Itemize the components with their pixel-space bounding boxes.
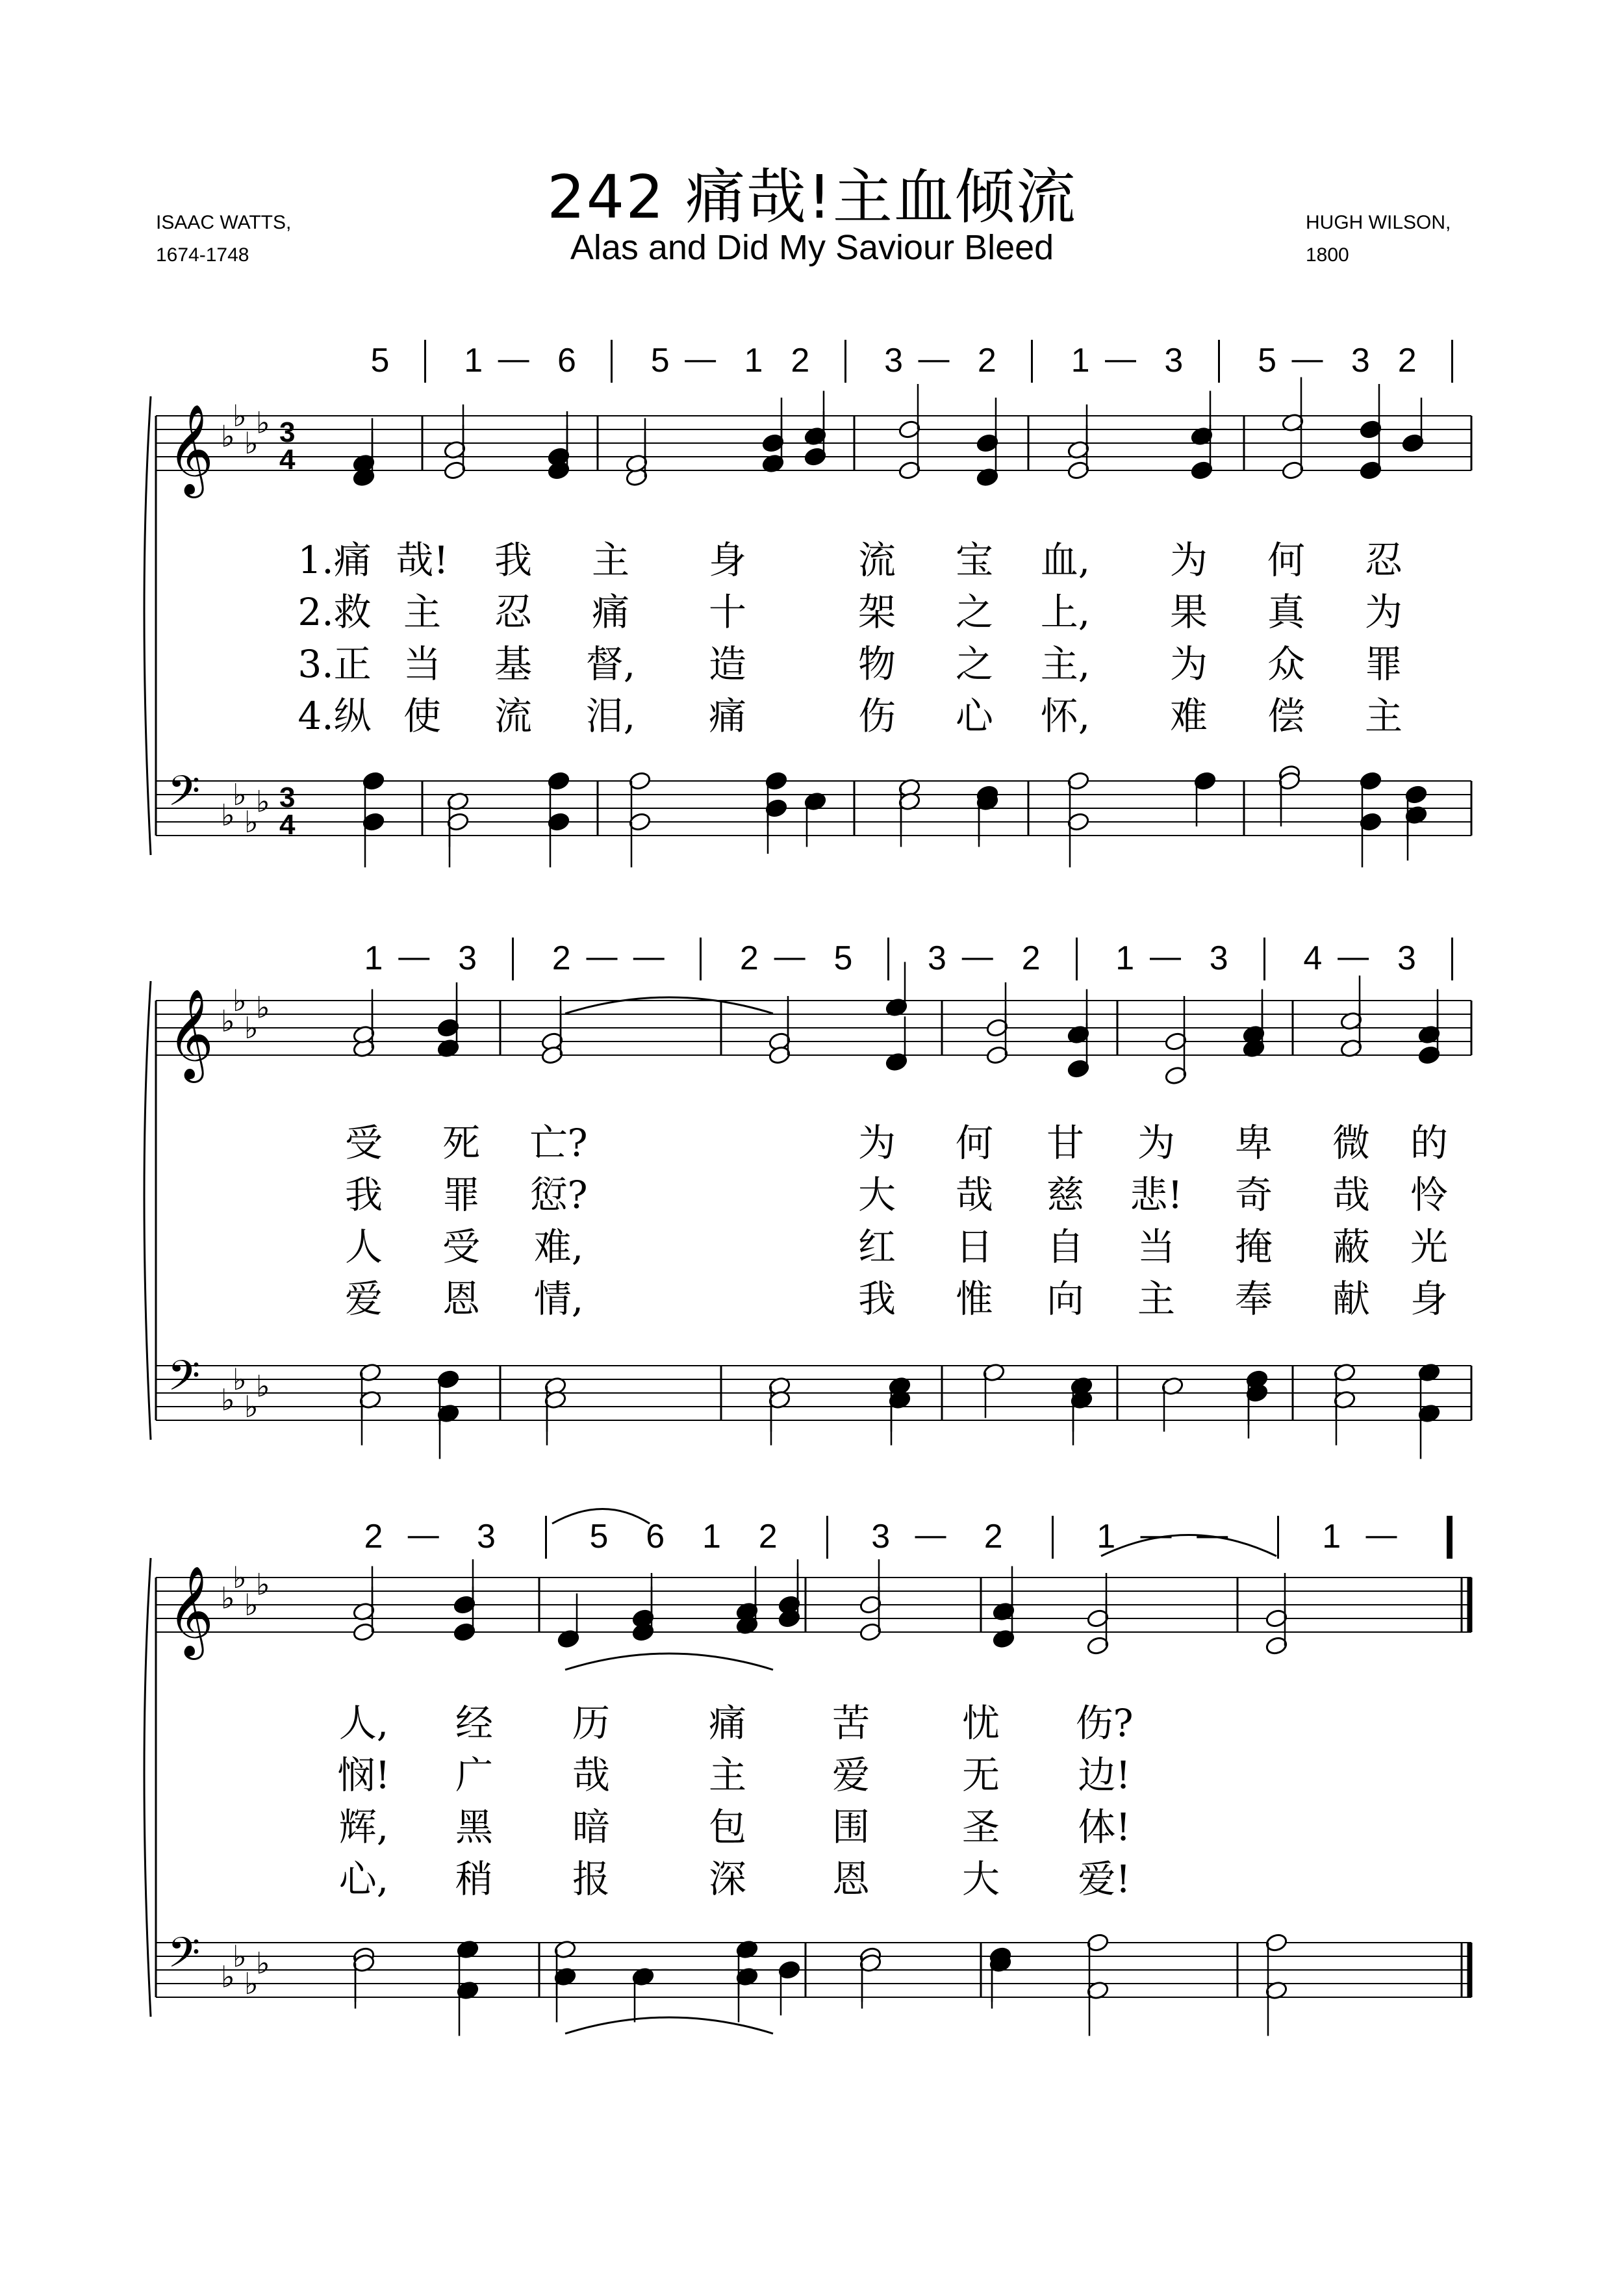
flat-sign: ♭	[256, 1945, 270, 1981]
lyric-syllable: 2.救	[298, 590, 372, 634]
lyric-syllable: 何	[1267, 538, 1305, 582]
jianpu-dash: —	[774, 939, 806, 974]
lyric-syllable: 圣	[961, 1805, 1000, 1849]
jianpu-note: 3	[871, 1518, 891, 1555]
lyric-syllable: 流	[494, 694, 532, 738]
lyric-syllable: 主	[1364, 694, 1402, 738]
lyric-syllable: 包	[708, 1805, 746, 1849]
lyric-syllable: 我	[494, 538, 532, 582]
jianpu-barline	[1447, 1516, 1453, 1559]
jianpu-note: 3	[928, 939, 946, 977]
lyric-syllable: 主,	[1040, 642, 1091, 686]
lyric-syllable: 为	[857, 1121, 896, 1165]
lyric-syllable: 主	[1137, 1277, 1175, 1321]
composer-name: HUGH WILSON,	[1306, 212, 1451, 233]
jianpu-barline	[1277, 1516, 1279, 1559]
system-bracket	[144, 1558, 151, 2017]
lyric-syllable: 奉	[1234, 1277, 1273, 1321]
lyric-syllable: 情,	[533, 1277, 584, 1321]
flat-sign: ♭	[244, 804, 259, 839]
lyric-syllable: 哉	[572, 1753, 610, 1797]
jianpu-barline	[611, 340, 613, 383]
lyric-syllable: 人,	[338, 1701, 389, 1745]
flat-sign: ♭	[233, 1362, 247, 1397]
lyric-syllable: 难	[1169, 694, 1208, 738]
flat-sign: ♭	[221, 1003, 235, 1039]
lyric-syllable: 忧	[961, 1701, 1000, 1745]
lyric-syllable: 伤?	[1075, 1701, 1134, 1745]
jianpu-dash: —	[498, 342, 529, 376]
lyric-syllable: 怀,	[1040, 694, 1091, 738]
jianpu-note: 3	[1209, 939, 1228, 977]
flat-sign: ♭	[233, 1560, 247, 1595]
lyric-syllable: 红	[857, 1225, 896, 1269]
jianpu-dash: —	[685, 342, 717, 376]
lyric-syllable: 经	[455, 1701, 493, 1745]
lyric-syllable: 报	[572, 1857, 610, 1901]
bass-clef-icon: 𝄢	[168, 1929, 201, 1987]
lyric-syllable: 哉	[955, 1173, 993, 1217]
lyric-syllable: 当	[403, 642, 441, 686]
hymn-title: 242 痛哉!主血倾流	[547, 162, 1077, 232]
lyric-syllable: 历	[572, 1701, 610, 1745]
jianpu-note: 1	[1071, 342, 1090, 379]
jianpu-note: 2	[1397, 342, 1417, 379]
jianpu-dash: —	[407, 1518, 439, 1552]
lyric-syllable: 愆?	[529, 1173, 588, 1217]
lyric-syllable: 心,	[338, 1857, 389, 1901]
lyric-syllable: 流	[857, 538, 896, 582]
time-signature-top: 3	[279, 416, 296, 448]
lyric-syllable: 微	[1332, 1121, 1370, 1165]
lyric-syllable: 哉	[1332, 1173, 1370, 1217]
time-signature-bottom: 4	[279, 444, 296, 476]
lyric-syllable: 果	[1169, 590, 1208, 634]
jianpu-barline	[545, 1516, 547, 1559]
flat-sign: ♭	[221, 418, 235, 454]
jianpu-dash: —	[1105, 342, 1136, 376]
lyric-syllable: 泪,	[585, 694, 636, 738]
lyric-syllable: 主	[403, 590, 441, 634]
jianpu-dash: —	[1291, 342, 1323, 376]
lyric-syllable: 3.正	[298, 642, 372, 686]
jianpu-note: 5	[370, 342, 390, 379]
lyric-syllable: 惟	[955, 1277, 993, 1321]
lyric-syllable: 之	[955, 590, 993, 634]
lyric-syllable: 主	[591, 538, 629, 582]
composer-dates: 1800	[1306, 244, 1349, 266]
lyric-syllable: 黑	[455, 1805, 493, 1849]
lyric-syllable: 的	[1410, 1121, 1448, 1165]
lyric-syllable: 爱!	[1078, 1857, 1131, 1901]
jianpu-note: 1	[1115, 939, 1135, 977]
flat-sign: ♭	[256, 405, 270, 441]
jianpu-note: 2	[983, 1518, 1003, 1555]
time-signature-top: 3	[279, 782, 296, 813]
lyric-syllable: 我	[344, 1173, 383, 1217]
jianpu-dash: —	[1338, 939, 1369, 974]
jianpu-barline	[887, 938, 889, 980]
jianpu-note: 3	[1351, 342, 1370, 379]
lyric-syllable: 痛	[708, 1701, 746, 1745]
lyric-syllable: 痛	[591, 590, 629, 634]
jianpu-barline	[1451, 938, 1453, 980]
flat-sign: ♭	[221, 797, 235, 833]
flat-sign: ♭	[244, 1389, 259, 1424]
lyric-syllable: 围	[831, 1805, 870, 1849]
jianpu-barline	[1076, 938, 1078, 980]
lyric-syllable: 十	[708, 590, 746, 634]
lyric-syllable: 偿	[1267, 694, 1305, 738]
jianpu-note: 2	[1021, 939, 1041, 977]
lyric-syllable: 身	[1410, 1277, 1448, 1321]
lyric-syllable: 奇	[1234, 1173, 1273, 1217]
lyric-syllable: 哉!	[396, 538, 449, 582]
jianpu-note: 2	[791, 342, 810, 379]
flat-sign: ♭	[221, 1382, 235, 1418]
flat-sign: ♭	[221, 1959, 235, 1995]
flat-sign: ♭	[244, 1966, 259, 2001]
jianpu-note: 1	[1097, 1518, 1116, 1555]
lyric-syllable: 稍	[455, 1857, 493, 1901]
lyric-syllable: 宝	[955, 538, 993, 582]
lyric-syllable: 受	[344, 1121, 383, 1165]
lyric-syllable: 大	[961, 1857, 1000, 1901]
jianpu-barline	[1451, 340, 1453, 383]
lyric-syllable: 心	[955, 694, 993, 738]
bass-clef-icon: 𝄢	[168, 1352, 201, 1411]
lyric-syllable: 恩	[442, 1277, 480, 1321]
jianpu-dash: —	[633, 939, 665, 974]
lyric-syllable: 我	[857, 1277, 896, 1321]
lyric-syllable: 造	[708, 642, 746, 686]
lyric-syllable: 死	[442, 1121, 480, 1165]
lyric-syllable: 物	[857, 642, 896, 686]
jianpu-dash: —	[1365, 1518, 1397, 1552]
lyric-syllable: 悯!	[337, 1753, 390, 1797]
flat-sign: ♭	[244, 1010, 259, 1045]
jianpu-barline	[1218, 340, 1220, 383]
lyric-syllable: 大	[857, 1173, 896, 1217]
lyric-syllable: 苦	[831, 1701, 870, 1745]
jianpu-note: 5	[650, 342, 670, 379]
jianpu-note: 3	[884, 342, 904, 379]
lyric-syllable: 伤	[857, 694, 896, 738]
treble-clef-icon: 𝄞	[168, 989, 214, 1079]
jianpu-note: 2	[977, 342, 996, 379]
jianpu-barline	[512, 938, 514, 980]
jianpu-dash: —	[1197, 1518, 1228, 1552]
lyric-syllable: 为	[1169, 538, 1208, 582]
lyric-syllable: 广	[455, 1753, 493, 1797]
jianpu-barline	[424, 340, 426, 383]
jianpu-dash: —	[1140, 1518, 1172, 1552]
flat-sign: ♭	[244, 426, 259, 461]
lyric-syllable: 主	[708, 1753, 746, 1797]
jianpu-note: 1	[744, 342, 763, 379]
lyric-syllable: 上,	[1040, 590, 1091, 634]
tie	[565, 997, 773, 1014]
lyricist-dates: 1674-1748	[156, 244, 249, 266]
lyric-syllable: 暗	[572, 1805, 610, 1849]
lyric-syllable: 爱	[344, 1277, 383, 1321]
lyric-syllable: 向	[1046, 1277, 1084, 1321]
lyric-syllable: 为	[1169, 642, 1208, 686]
bass-clef-icon: 𝄢	[168, 767, 201, 826]
lyric-syllable: 为	[1364, 590, 1402, 634]
flat-sign: ♭	[233, 777, 247, 812]
flat-sign: ♭	[233, 983, 247, 1018]
jianpu-note: 6	[557, 342, 576, 379]
jianpu-dash: —	[398, 939, 430, 974]
jianpu-note: 3	[477, 1518, 496, 1555]
flat-sign: ♭	[233, 398, 247, 433]
lyric-syllable: 甘	[1046, 1121, 1084, 1165]
lyric-syllable: 忍	[494, 590, 532, 634]
lyric-syllable: 献	[1332, 1277, 1370, 1321]
flat-sign: ♭	[256, 990, 270, 1025]
lyric-syllable: 罪	[442, 1173, 480, 1217]
lyric-syllable: 难,	[533, 1225, 584, 1269]
jianpu-barline	[826, 1516, 828, 1559]
jianpu-dash: —	[586, 939, 618, 974]
lyric-syllable: 血,	[1040, 538, 1091, 582]
lyric-syllable: 辉,	[338, 1805, 389, 1849]
jianpu-note: 1	[702, 1518, 721, 1555]
flat-sign: ♭	[244, 1587, 259, 1622]
lyric-syllable: 罪	[1364, 642, 1402, 686]
lyric-syllable: 督,	[585, 642, 636, 686]
lyric-syllable: 体!	[1078, 1805, 1131, 1849]
jianpu-barline	[700, 938, 702, 980]
tie	[565, 2017, 773, 2034]
lyric-syllable: 蔽	[1332, 1225, 1370, 1269]
jianpu-note: 2	[364, 1518, 383, 1555]
lyric-syllable: 无	[961, 1753, 1000, 1797]
lyric-syllable: 卑	[1234, 1121, 1273, 1165]
lyricist-name: ISAAC WATTS,	[156, 212, 292, 233]
system-bracket	[144, 396, 151, 855]
lyric-syllable: 人	[344, 1225, 383, 1269]
jianpu-barline	[1031, 340, 1033, 383]
lyric-syllable: 深	[708, 1857, 746, 1901]
jianpu-note: 6	[646, 1518, 665, 1555]
lyric-syllable: 基	[494, 642, 532, 686]
treble-clef-icon: 𝄞	[168, 1566, 214, 1656]
jianpu-note: 1	[1322, 1518, 1341, 1555]
lyric-syllable: 悲!	[1130, 1173, 1183, 1217]
lyric-syllable: 怜	[1410, 1173, 1448, 1217]
lyric-syllable: 为	[1137, 1121, 1175, 1165]
jianpu-note: 2	[552, 939, 571, 977]
lyric-syllable: 自	[1046, 1225, 1084, 1269]
jianpu-barline	[1052, 1516, 1054, 1559]
jianpu-barline	[1263, 938, 1265, 980]
flat-sign: ♭	[256, 1368, 270, 1404]
jianpu-note: 1	[364, 939, 383, 977]
lyric-syllable: 架	[857, 590, 896, 634]
jianpu-note: 4	[1303, 939, 1323, 977]
lyric-syllable: 爱	[831, 1753, 870, 1797]
jianpu-note: 2	[739, 939, 759, 977]
jianpu-dash: —	[961, 939, 993, 974]
lyric-syllable: 痛	[708, 694, 746, 738]
jianpu-note: 3	[1164, 342, 1184, 379]
jianpu-note: 3	[458, 939, 477, 977]
tie	[565, 1654, 773, 1670]
lyric-syllable: 受	[442, 1225, 480, 1269]
lyric-syllable: 光	[1410, 1225, 1448, 1269]
lyric-syllable: 掩	[1234, 1225, 1273, 1269]
time-signature-bottom: 4	[279, 809, 296, 841]
jianpu-note: 1	[464, 342, 483, 379]
treble-clef-icon: 𝄞	[168, 404, 214, 494]
system-bracket	[144, 981, 151, 1440]
lyric-syllable: 何	[955, 1121, 993, 1165]
flat-sign: ♭	[256, 784, 270, 819]
jianpu-dash: —	[915, 1518, 946, 1552]
lyric-syllable: 恩	[831, 1857, 870, 1901]
jianpu-dash: —	[1149, 939, 1181, 974]
lyric-syllable: 当	[1137, 1225, 1175, 1269]
lyric-syllable: 真	[1267, 590, 1305, 634]
lyric-syllable: 慈	[1046, 1173, 1084, 1217]
jianpu-note: 5	[589, 1518, 609, 1555]
lyric-syllable: 亡?	[529, 1121, 588, 1165]
lyric-syllable: 忍	[1364, 538, 1402, 582]
flat-sign: ♭	[221, 1580, 235, 1616]
lyric-syllable: 1.痛	[298, 538, 372, 582]
hymn-english-title: Alas and Did My Saviour Bleed	[570, 228, 1054, 267]
jianpu-note: 3	[1397, 939, 1416, 977]
lyric-syllable: 边!	[1078, 1753, 1131, 1797]
flat-sign: ♭	[256, 1566, 270, 1602]
lyric-syllable: 4.纵	[298, 694, 372, 738]
lyric-syllable: 日	[955, 1225, 993, 1269]
jianpu-dash: —	[918, 342, 950, 376]
jianpu-barline	[844, 340, 846, 383]
jianpu-note: 5	[833, 939, 853, 977]
lyric-syllable: 之	[955, 642, 993, 686]
jianpu-note: 5	[1258, 342, 1277, 379]
lyric-syllable: 使	[403, 694, 441, 738]
jianpu-note: 2	[758, 1518, 778, 1555]
lyric-syllable: 众	[1267, 642, 1305, 686]
flat-sign: ♭	[233, 1939, 247, 1974]
lyric-syllable: 身	[708, 538, 746, 582]
